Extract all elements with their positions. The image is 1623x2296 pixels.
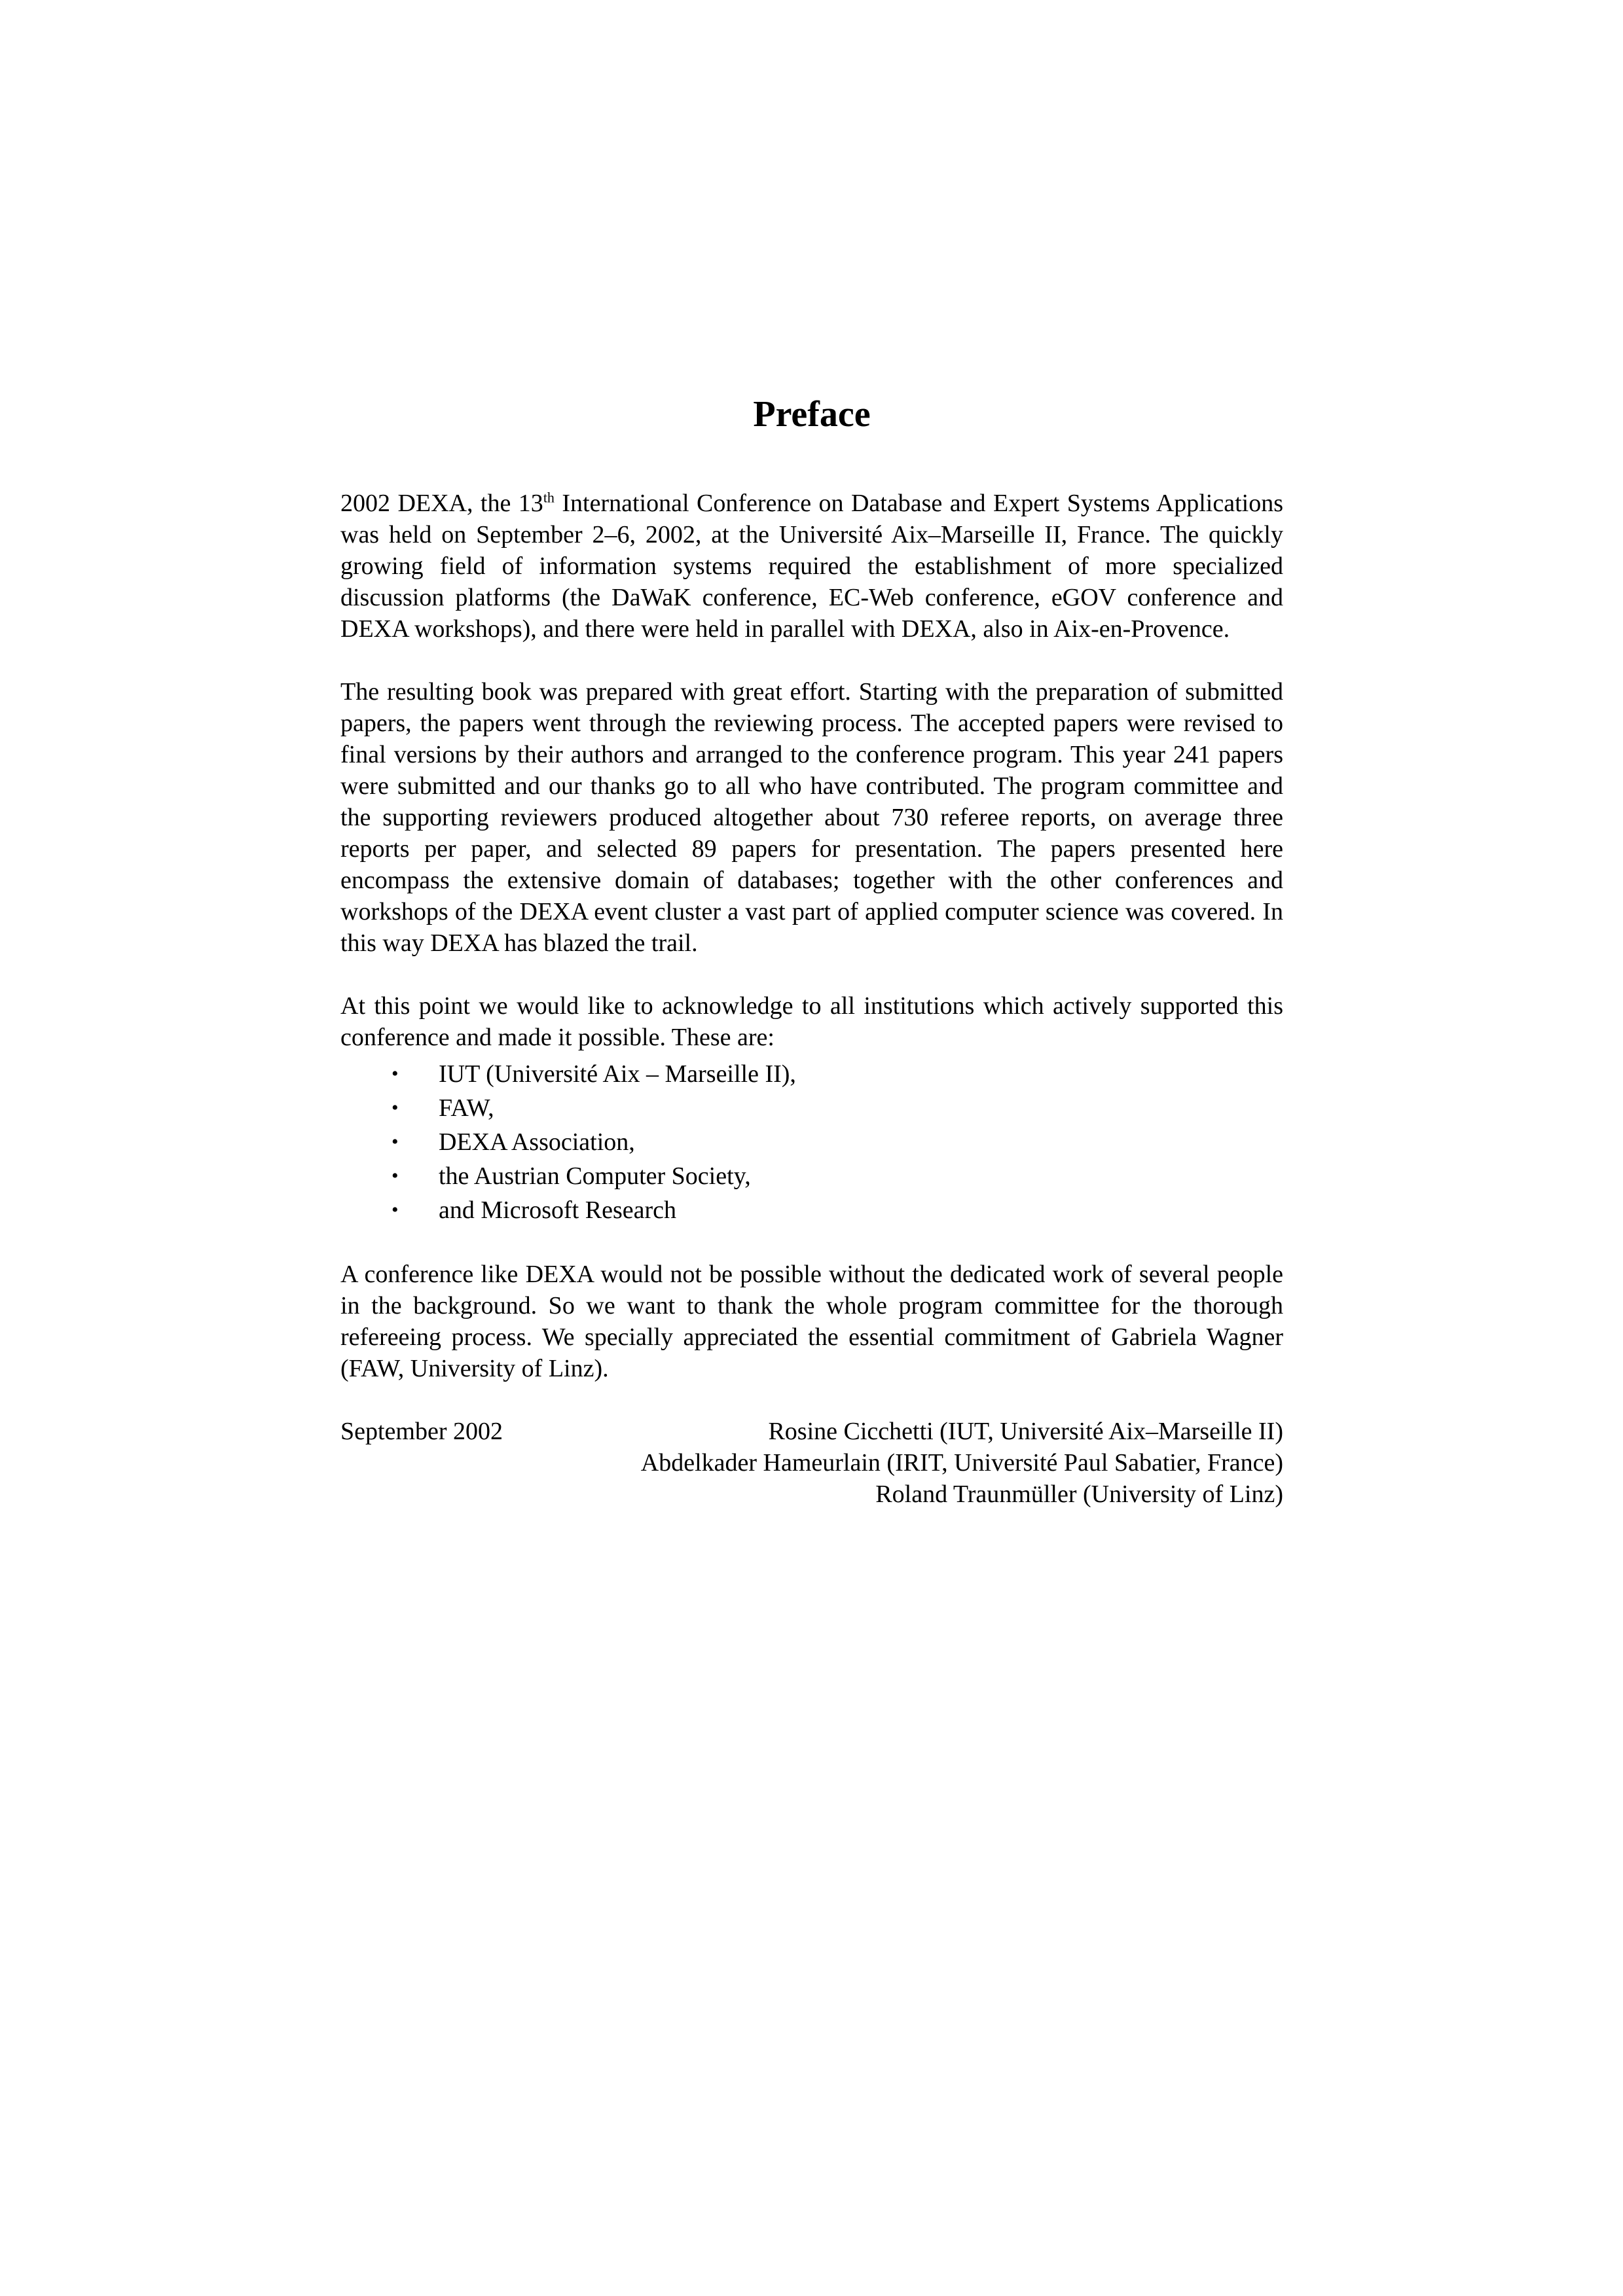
preface-page <box>340 393 1283 1510</box>
bullet-icon: • <box>392 1097 399 1119</box>
institution-name: FAW, <box>439 1094 494 1122</box>
institution-name: the Austrian Computer Society, <box>439 1162 751 1191</box>
bullet-icon: • <box>392 1063 399 1085</box>
paragraph-acknowledge: At this point we would like to acknowledge to all institutions which actively supported this conference and made it possible. These are: <box>340 992 1283 1052</box>
bullet-icon: • <box>392 1199 399 1221</box>
list-item <box>340 1057 1283 1091</box>
paragraph-intro <box>340 488 1283 645</box>
paragraph-book: The resulting book was prepared with great effort. Starting with the preparation of submitted papers, the papers went through the reviewing process. The accepted papers were revised to final versions by their authors and arranged to the conference program. This year 241 papers were submitted and our thanks go to all who have contributed. The program committee and the supporting reviewers produced altogether about 730 referee reports, on average three reports per paper, and selected 89 papers for presentation. The papers presented here encompass the extensive domain of databases; together with the other conferences and workshops of the DEXA event cluster a vast part of applied computer science was covered. In this way DEXA has blazed the trail. <box>340 678 1283 958</box>
paragraph-thanks: A conference like DEXA would not be possible without the dedicated work of several people in the background. So we want to thank the whole program committee for the thorough refereeing process. We specially appreciated the essential commitment of Gabriela Wagner (FAW, University of Linz). <box>340 1261 1283 1383</box>
list-item <box>340 1091 1283 1125</box>
institution-name: and Microsoft Research <box>439 1196 676 1225</box>
page-title: Preface <box>753 394 871 435</box>
signature-author: Abdelkader Hameurlain (IRIT, Université Paul Sabatier, France) <box>640 1449 1283 1477</box>
institution-list <box>340 1057 1283 1227</box>
acknowledgement-block <box>340 990 1283 1227</box>
bullet-icon: • <box>392 1165 399 1187</box>
signature-date: September 2002 <box>340 1418 503 1446</box>
signature-block <box>340 1416 1283 1510</box>
intro-text-start: 2002 DEXA, the 13 <box>340 490 543 518</box>
signature-author: Rosine Cicchetti (IUT, Université Aix–Marseille II) <box>768 1418 1283 1446</box>
signature-author: Roland Traunmüller (University of Linz) <box>875 1480 1283 1509</box>
signature-first-row <box>340 1416 1283 1447</box>
institution-name: DEXA Association, <box>439 1128 635 1157</box>
ordinal-suffix: th <box>543 489 555 506</box>
list-item <box>340 1125 1283 1159</box>
list-item <box>340 1159 1283 1193</box>
list-item <box>340 1193 1283 1227</box>
bullet-icon: • <box>392 1131 399 1153</box>
institution-name: IUT (Université Aix – Marseille II), <box>439 1060 796 1088</box>
intro-text-rest: International Conference on Database and Expert Systems Applications was held on September 2–6, 2002, at the Université Aix–Marseille II, France. The quickly growing field of information systems required the establishment of more specialized discussion platforms (the DaWaK conference, EC-Web conference, eGOV conference and DEXA workshops), and there were held in parallel with DEXA, also in Aix-en-Provence. <box>340 490 1283 643</box>
